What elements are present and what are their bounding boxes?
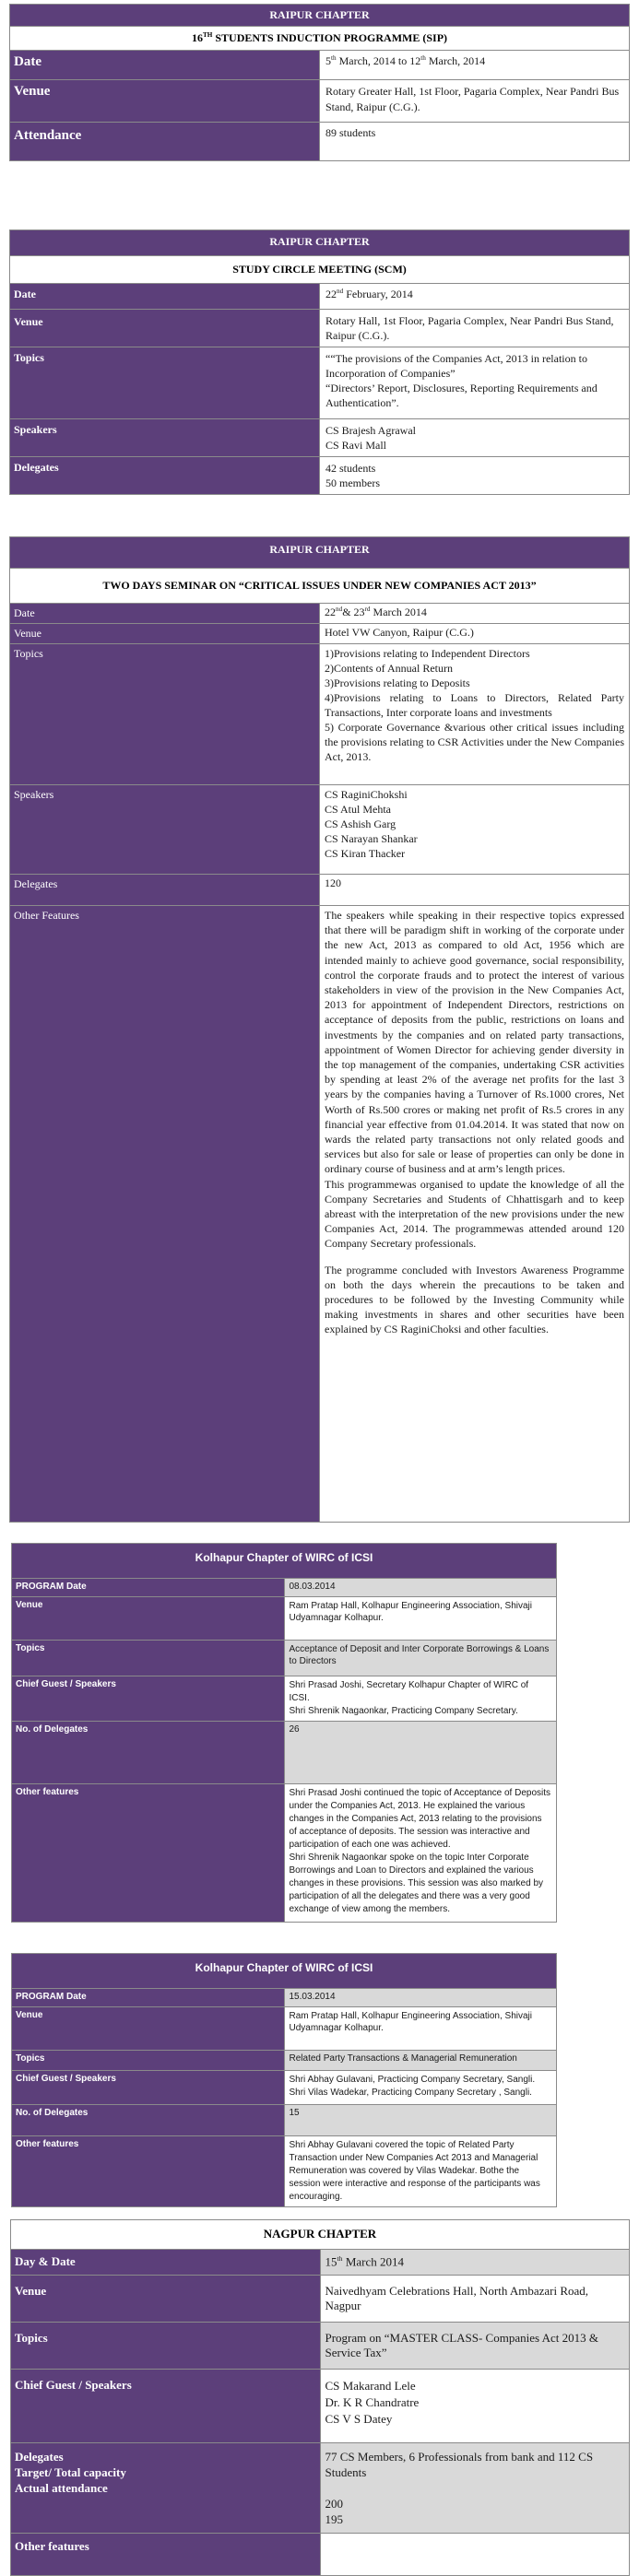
delegates-value: 26 bbox=[284, 1722, 557, 1784]
topic-line: 4)Provisions relating to Loans to Directors, Related Party Transactions, Inter corporate loans and investments bbox=[325, 691, 624, 719]
topics-label: Topics bbox=[11, 2323, 321, 2370]
venue-label: Venue bbox=[10, 310, 320, 347]
spacer bbox=[325, 2480, 625, 2496]
date-value bbox=[320, 51, 630, 80]
date-label: PROGRAM Date bbox=[12, 1579, 285, 1597]
delegates-value bbox=[320, 457, 630, 495]
delegates-line: 42 students bbox=[325, 462, 376, 475]
guests-label: Chief Guest / Speakers bbox=[11, 2370, 321, 2443]
chapter-header: RAIPUR CHAPTER bbox=[10, 5, 630, 27]
speaker-name: CS Atul Mehta bbox=[325, 803, 392, 816]
actual-value: 195 bbox=[325, 2512, 343, 2526]
speaker-name: CS Ravi Mall bbox=[325, 439, 387, 452]
other-features-value bbox=[284, 1784, 557, 1923]
title-sup: TH bbox=[202, 31, 213, 39]
seminar-table bbox=[9, 536, 630, 1523]
topics-label: Topics bbox=[12, 1641, 285, 1676]
topics-value: Program on “MASTER CLASS- Companies Act 2013 & Service Tax” bbox=[320, 2323, 630, 2370]
other-features-value: Shri Abhay Gulavani covered the topic of Related Party Transaction under New Companies Act 2013 and Managerial Remuneration was covered by Vilas Wadekar. Bothe the session were interactive and response of the participants was encouraging. bbox=[284, 2136, 557, 2207]
event-title: STUDY CIRCLE MEETING (SCM) bbox=[10, 256, 630, 284]
venue-label: Venue bbox=[12, 1597, 285, 1641]
date-label: PROGRAM Date bbox=[12, 1989, 285, 2007]
event-title: TWO DAYS SEMINAR ON “CRITICAL ISSUES UNDER NEW COMPANIES ACT 2013” bbox=[10, 569, 630, 604]
delegates-value bbox=[320, 2443, 630, 2534]
topics-value: Related Party Transactions & Managerial Remuneration bbox=[284, 2051, 557, 2071]
kolhapur-table-1 bbox=[11, 1543, 557, 1923]
date-part: 22 bbox=[325, 288, 337, 300]
speaker-name: CS Kiran Thacker bbox=[325, 847, 406, 860]
topics-label: Topics bbox=[10, 644, 320, 785]
topic-line: 3)Provisions relating to Deposits bbox=[325, 676, 470, 689]
topics-value: Acceptance of Deposit and Inter Corporate Borrowings & Loans to Directors bbox=[284, 1641, 557, 1676]
speakers-label: Speakers bbox=[10, 419, 320, 457]
venue-label: Venue bbox=[11, 2276, 321, 2323]
date-sup: th bbox=[331, 54, 337, 62]
guests-value bbox=[320, 2370, 630, 2443]
date-label: Date bbox=[10, 604, 320, 624]
other-features-label: Other Features bbox=[10, 906, 320, 1523]
paragraph: Shri Prasad Joshi continued the topic of Acceptance of Deposits under the Companies Act, 2013. He explained the various changes in the Companies Act, 2013 relating to the provisions of acceptance of deposits. The session was interactive and participation of each one was achieved. bbox=[289, 1788, 551, 1850]
date-sup: th bbox=[337, 2254, 343, 2263]
guests-label: Chief Guest / Speakers bbox=[12, 2071, 285, 2105]
date-part: March 2014 bbox=[370, 606, 427, 618]
venue-value: Rotary Greater Hall, 1st Floor, Pagaria Complex, Near Pandri Bus Stand, Raipur (C.G.). bbox=[320, 80, 630, 123]
date-value: 08.03.2014 bbox=[284, 1579, 557, 1597]
date-part: February, 2014 bbox=[343, 288, 413, 300]
guest-name: Shri Abhay Gulavani, Practicing Company Secretary, Sangli. bbox=[289, 2075, 536, 2085]
speaker-name: CS Narayan Shankar bbox=[325, 832, 418, 845]
other-features-value bbox=[320, 2534, 630, 2576]
topics-value bbox=[320, 347, 630, 419]
guest-name: Shri Prasad Joshi, Secretary Kolhapur Chapter of WIRC of ICSI. bbox=[289, 1680, 529, 1703]
delegates-label: No. of Delegates bbox=[12, 2105, 285, 2136]
speaker-name: CS RaginiChokshi bbox=[325, 788, 408, 801]
chapter-header: RAIPUR CHAPTER bbox=[10, 230, 630, 256]
date-part: 22 bbox=[325, 606, 336, 618]
other-features-value bbox=[320, 906, 630, 1523]
delegates-value: 120 bbox=[320, 875, 630, 906]
topics-label: Topics bbox=[10, 347, 320, 419]
attendance-value: 89 students bbox=[320, 123, 630, 161]
guest-name: Shri Shrenik Nagaonkar, Practicing Company Secretary. bbox=[289, 1706, 518, 1716]
date-sup: th bbox=[420, 54, 426, 62]
venue-value: Naivedhyam Celebrations Hall, North Ambazari Road, Nagpur bbox=[320, 2276, 630, 2323]
date-part: March, 2014 bbox=[425, 54, 486, 67]
speakers-label: Speakers bbox=[10, 785, 320, 875]
delegates-label-line: Delegates bbox=[15, 2450, 64, 2464]
topics-label: Topics bbox=[12, 2051, 285, 2071]
guests-label: Chief Guest / Speakers bbox=[12, 1676, 285, 1722]
guest-name: Dr. K R Chandratre bbox=[325, 2395, 420, 2409]
chapter-header: Kolhapur Chapter of WIRC of ICSI bbox=[12, 1544, 557, 1579]
attendance-label: Attendance bbox=[10, 123, 320, 161]
topic-line: 1)Provisions relating to Independent Directors bbox=[325, 647, 530, 660]
venue-value: Ram Pratap Hall, Kolhapur Engineering Association, Shivaji Udyamnagar Kolhapur. bbox=[284, 2007, 557, 2051]
event-title bbox=[10, 27, 630, 51]
topic-line: ““The provisions of the Companies Act, 2013 in relation to Incorporation of Companies” bbox=[325, 352, 587, 380]
chapter-header: NAGPUR CHAPTER bbox=[11, 2220, 630, 2250]
delegates-text: 77 CS Members, 6 Professionals from bank and 112 CS Students bbox=[325, 2450, 594, 2479]
delegates-label: No. of Delegates bbox=[12, 1722, 285, 1784]
other-features-label: Other features bbox=[11, 2534, 321, 2576]
spacer bbox=[325, 1252, 624, 1263]
date-label: Date bbox=[10, 284, 320, 310]
speaker-name: CS Brajesh Agrawal bbox=[325, 424, 416, 437]
guests-value bbox=[284, 2071, 557, 2105]
venue-label: Venue bbox=[12, 2007, 285, 2051]
date-sup: rd bbox=[364, 606, 371, 613]
topic-line: “Directors’ Report, Disclosures, Reporting Requirements and Authentication”. bbox=[325, 382, 598, 409]
venue-value: Rotary Hall, 1st Floor, Pagaria Complex, Near Pandri Bus Stand, Raipur (C.G.). bbox=[320, 310, 630, 347]
guest-name: Shri Vilas Wadekar, Practicing Company Secretary , Sangli. bbox=[289, 2088, 532, 2098]
speakers-value bbox=[320, 419, 630, 457]
guests-value bbox=[284, 1676, 557, 1722]
delegates-label: Delegates bbox=[10, 875, 320, 906]
topic-line: 5) Corporate Governance &various other critical issues including the provisions relating to CSR Activities under the New Companies Act, 2013. bbox=[325, 721, 624, 763]
delegates-value: 15 bbox=[284, 2105, 557, 2136]
date-part: March 2014 bbox=[342, 2254, 405, 2269]
paragraph: The speakers while speaking in their respective topics expressed that there will be paradigm shift in working of the corporate under the new Act, 2013 as compared to old Act, 1956 which are intended mainly to achieve good governance, social responsibility, control the corporate frauds and to protect the interest of various stakeholders in view of the provision in the New Companies Act, 2013 for appointment of Independent Directors, restrictions on acceptance of deposits from the public, restrictions on loans and investments by the companies and on related party transactions, appointment of Women Director for achieving gender diversity in the top management of the companies, undertaking CSR activities by spending at least 2% of the average net profits for the last 3 years by the companies having a Turnover of Rs.1000 crores, Net Worth of Rs.500 crores or making net profit of Rs.5 crores in any financial year effective from 01.04.2014. It was stated that now on wards the related party transactions not only related goods and services but also for sale or lease of properties can only be done in ordinary course of business and at arm’s length prices. bbox=[325, 909, 624, 1176]
sip-table bbox=[9, 4, 630, 161]
other-features-label: Other features bbox=[12, 2136, 285, 2207]
chapter-header: RAIPUR CHAPTER bbox=[10, 537, 630, 569]
date-label: Day & Date bbox=[11, 2250, 321, 2276]
topics-value bbox=[320, 644, 630, 785]
venue-label: Venue bbox=[10, 80, 320, 123]
chapter-header: Kolhapur Chapter of WIRC of ICSI bbox=[12, 1954, 557, 1989]
date-part: 5 bbox=[325, 54, 331, 67]
date-sup: nd bbox=[336, 606, 343, 613]
date-sup: nd bbox=[337, 288, 344, 295]
speakers-value bbox=[320, 785, 630, 875]
date-value bbox=[320, 2250, 630, 2276]
actual-label: Actual attendance bbox=[15, 2481, 108, 2495]
date-part: 15 bbox=[325, 2254, 337, 2269]
target-value: 200 bbox=[325, 2497, 343, 2511]
topic-line: 2)Contents of Annual Return bbox=[325, 662, 453, 675]
venue-value: Ram Pratap Hall, Kolhapur Engineering Association, Shivaji Udyamnagar Kolhapur. bbox=[284, 1597, 557, 1641]
speaker-name: CS Ashish Garg bbox=[325, 817, 396, 830]
date-value bbox=[320, 604, 630, 624]
venue-value: Hotel VW Canyon, Raipur (C.G.) bbox=[320, 624, 630, 644]
date-part: March, 2014 to 12 bbox=[336, 54, 421, 67]
date-value bbox=[320, 284, 630, 310]
kolhapur-table-2 bbox=[11, 1953, 557, 2207]
guest-name: CS Makarand Lele bbox=[325, 2379, 416, 2393]
date-value: 15.03.2014 bbox=[284, 1989, 557, 2007]
date-part: & 23 bbox=[342, 606, 365, 618]
other-features-label: Other features bbox=[12, 1784, 285, 1923]
nagpur-table bbox=[10, 2219, 630, 2576]
delegates-label: Delegates bbox=[10, 457, 320, 495]
paragraph: The programme concluded with Investors Awareness Programme on both the days wherein the precautions to be taken and procedures to be followed by the Investing Community while making investments in shares and other securities have been explained by CS RaginiChoksi and other faculties. bbox=[325, 1263, 624, 1336]
date-label: Date bbox=[10, 51, 320, 80]
paragraph: Shri Shrenik Nagaonkar spoke on the topic Inter Corporate Borrowings and Loan to Directors and explained the various changes in these provisions. This session was also marked by participation of all the delegates and there was a very good exchange of view among the members. bbox=[289, 1853, 544, 1914]
delegates-line: 50 members bbox=[325, 476, 380, 489]
paragraph: This programmewas organised to update the knowledge of all the Company Secretaries and Students of Chhattisgarh and to keep abreast with the interpretation of the new provisions under the new Companies Act, 2014. The programmewas attended around 120 Company Secretary professionals. bbox=[325, 1177, 624, 1251]
delegates-label bbox=[11, 2443, 321, 2534]
venue-label: Venue bbox=[10, 624, 320, 644]
title-part: STUDENTS INDUCTION PROGRAMME (SIP) bbox=[212, 31, 448, 44]
target-label: Target/ Total capacity bbox=[15, 2465, 126, 2479]
title-part: 16 bbox=[191, 31, 203, 44]
scm-table bbox=[9, 229, 630, 495]
guest-name: CS V S Datey bbox=[325, 2412, 393, 2426]
